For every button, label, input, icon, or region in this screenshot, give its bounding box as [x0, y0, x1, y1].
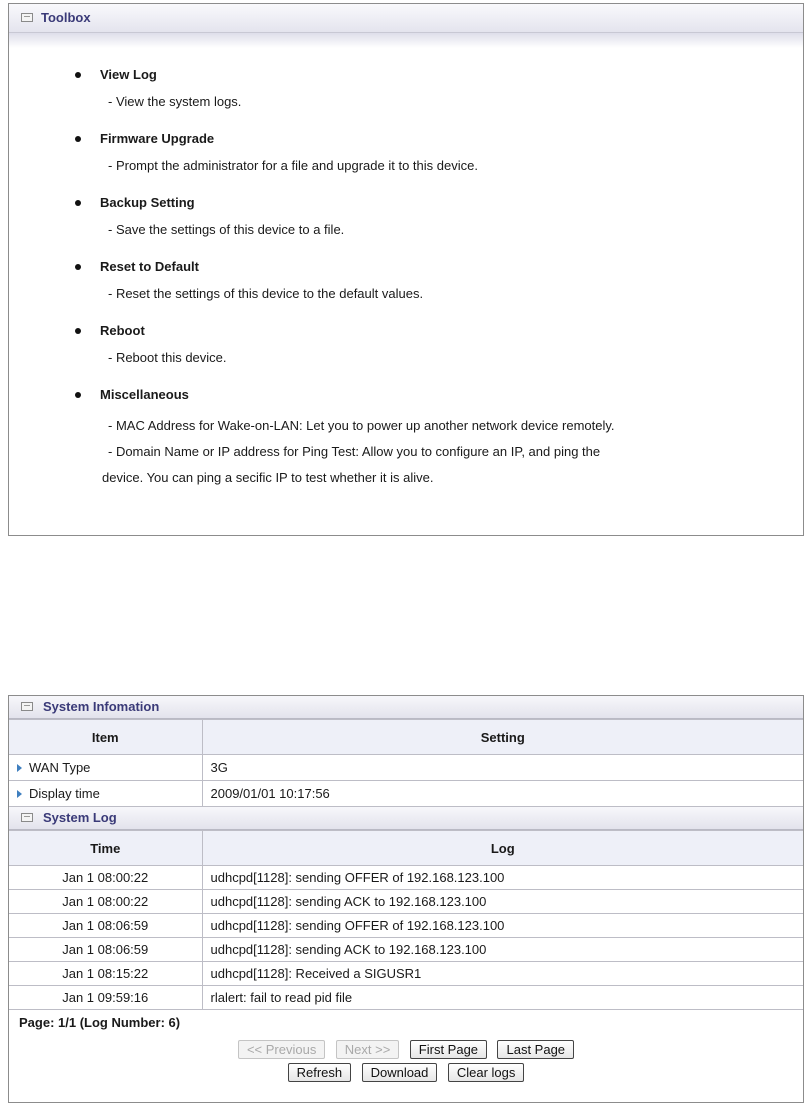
log-time-cell: Jan 1 09:59:16 — [9, 986, 202, 1010]
item-title: Firmware Upgrade — [100, 131, 215, 146]
toolbox-header — [9, 4, 803, 33]
system-log-table — [9, 830, 803, 1010]
table-row — [9, 866, 803, 890]
table-row — [9, 962, 803, 986]
item-title: Backup Setting — [100, 195, 195, 210]
panel-icon — [21, 13, 33, 22]
item-description: - MAC Address for Wake-on-LAN: Let you to power up another network device remotely. — [108, 418, 615, 433]
item-description: - View the system logs. — [108, 94, 242, 109]
clear-logs-button[interactable]: Clear logs — [448, 1063, 525, 1082]
bullet-icon — [75, 392, 81, 398]
bullet-icon — [75, 328, 81, 334]
item-label: Display time — [29, 786, 100, 801]
log-time-cell: Jan 1 08:00:22 — [9, 890, 202, 914]
list-item-firmware-upgrade — [9, 130, 803, 175]
item-title: View Log — [100, 67, 157, 82]
next-page-button[interactable]: Next >> — [336, 1040, 400, 1059]
system-log-header — [9, 807, 803, 830]
log-message-cell: udhcpd[1128]: sending OFFER of 192.168.123.100 — [202, 866, 803, 890]
item-label: WAN Type — [29, 760, 91, 775]
first-page-button[interactable]: First Page — [410, 1040, 487, 1059]
bullet-icon — [75, 136, 81, 142]
triangle-right-icon — [17, 764, 22, 772]
table-row — [9, 890, 803, 914]
log-time-cell: Jan 1 08:15:22 — [9, 962, 202, 986]
item-description: device. You can ping a secific IP to test whether it is alive. — [102, 470, 434, 485]
item-description: - Reset the settings of this device to the default values. — [108, 286, 424, 301]
log-time-cell: Jan 1 08:06:59 — [9, 914, 202, 938]
panel-icon — [21, 813, 33, 822]
system-log-title: System Log — [43, 810, 117, 825]
list-item-miscellaneous — [9, 386, 803, 491]
info-item-cell — [9, 781, 202, 807]
item-description: - Domain Name or IP address for Ping Test: Allow you to configure an IP, and ping the — [108, 444, 601, 459]
log-message-cell: udhcpd[1128]: sending OFFER of 192.168.123.100 — [202, 914, 803, 938]
bullet-icon — [75, 264, 81, 270]
column-header-setting: Setting — [202, 720, 803, 755]
info-item-cell — [9, 755, 202, 781]
column-header-item: Item — [9, 720, 202, 755]
pagination-buttons — [9, 1040, 803, 1059]
item-title: Reboot — [100, 323, 145, 338]
column-header-log: Log — [202, 831, 803, 866]
system-information-table — [9, 719, 803, 807]
info-setting-cell: 3G — [202, 755, 803, 781]
table-header-row — [9, 720, 803, 755]
item-description: - Reboot this device. — [108, 350, 227, 365]
refresh-button[interactable]: Refresh — [288, 1063, 352, 1082]
list-item-backup-setting — [9, 194, 803, 239]
header-gradient-band — [9, 33, 803, 48]
last-page-button[interactable]: Last Page — [497, 1040, 574, 1059]
panel-icon — [21, 702, 33, 711]
download-button[interactable]: Download — [362, 1063, 438, 1082]
table-row — [9, 914, 803, 938]
triangle-right-icon — [17, 790, 22, 798]
toolbox-panel — [8, 3, 804, 536]
log-message-cell: udhcpd[1128]: Received a SIGUSR1 — [202, 962, 803, 986]
list-item-reboot — [9, 322, 803, 367]
table-row — [9, 755, 803, 781]
table-row — [9, 781, 803, 807]
bullet-icon — [75, 72, 81, 78]
log-action-buttons — [9, 1063, 803, 1082]
info-setting-cell: 2009/01/01 10:17:56 — [202, 781, 803, 807]
toolbox-title: Toolbox — [41, 10, 91, 25]
table-row — [9, 938, 803, 962]
item-description: - Save the settings of this device to a file. — [108, 222, 345, 237]
system-information-header — [9, 696, 803, 719]
log-time-cell: Jan 1 08:00:22 — [9, 866, 202, 890]
table-row — [9, 986, 803, 1010]
log-message-cell: udhcpd[1128]: sending ACK to 192.168.123.100 — [202, 890, 803, 914]
item-title: Reset to Default — [100, 259, 199, 274]
previous-page-button[interactable]: << Previous — [238, 1040, 325, 1059]
item-description: - Prompt the administrator for a file and upgrade it to this device. — [108, 158, 478, 173]
system-information-title: System Infomation — [43, 699, 160, 714]
system-panel — [8, 695, 804, 1103]
log-message-cell: rlalert: fail to read pid file — [202, 986, 803, 1010]
log-time-cell: Jan 1 08:06:59 — [9, 938, 202, 962]
table-header-row — [9, 831, 803, 866]
item-title: Miscellaneous — [100, 387, 189, 402]
list-item-view-log — [9, 66, 803, 111]
bullet-icon — [75, 200, 81, 206]
page-info: Page: 1/1 (Log Number: 6) — [19, 1015, 181, 1030]
toolbox-list — [9, 66, 803, 510]
log-message-cell: udhcpd[1128]: sending ACK to 192.168.123.100 — [202, 938, 803, 962]
list-item-reset-to-default — [9, 258, 803, 303]
column-header-time: Time — [9, 831, 202, 866]
